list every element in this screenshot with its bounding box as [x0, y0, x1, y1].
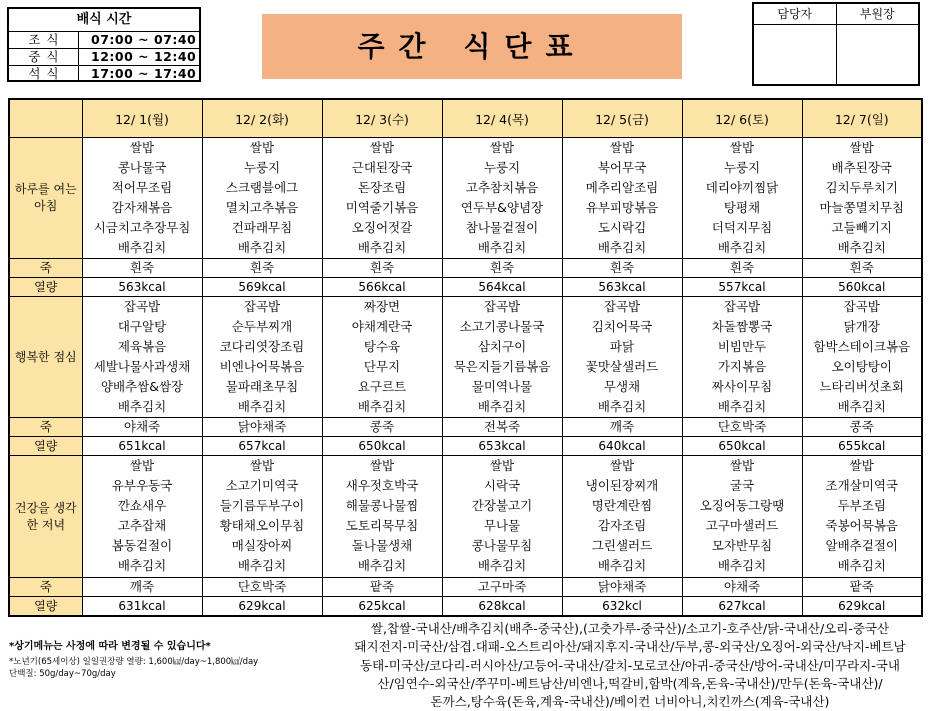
lunch-kcal-row: [9, 437, 922, 456]
breakfast-day-cell: [442, 138, 562, 259]
menu-item: 해물콩나물찜: [345, 498, 419, 513]
kcal-cell: 650kcal: [682, 437, 802, 456]
menu-item: 고추잡채: [117, 518, 167, 533]
menu-item: 죽봉어묵볶음: [825, 518, 898, 533]
breakfast-row: [9, 138, 922, 259]
page-title: 주간 식단표: [262, 14, 682, 79]
menu-item: 짜장면: [363, 299, 401, 314]
porridge-cell: 흰죽: [202, 259, 322, 278]
porridge-cell: 흰죽: [562, 259, 682, 278]
day-header: 12/ 7(일): [802, 99, 922, 138]
menu-item: 콩나물국: [117, 160, 167, 175]
menu-item: 고추참치볶음: [465, 180, 539, 195]
menu-item: 들기름두부구이: [219, 498, 305, 513]
porridge-cell: 단호박죽: [202, 578, 322, 597]
kcal-cell: 650kcal: [322, 437, 442, 456]
breakfast-day-cell: [82, 138, 202, 259]
porridge-cell: 콩죽: [322, 418, 442, 437]
kcal-cell: 655kcal: [802, 437, 922, 456]
menu-item: 배추김치: [717, 399, 767, 414]
kcal-cell: 566kcal: [322, 278, 442, 297]
intake-notice: [9, 656, 258, 680]
menu-item: 배추김치: [477, 240, 527, 255]
kcal-cell: 628kcal: [442, 597, 562, 617]
menu-item: 세발나물사과생채: [93, 359, 191, 374]
dinner-day-cell: [202, 456, 322, 578]
breakfast-kcal-row: [9, 278, 922, 297]
menu-item: 묵은지들기름볶음: [453, 359, 551, 374]
lunch-day-cell: [442, 297, 562, 418]
menu-item: 배추김치: [597, 240, 647, 255]
breakfast-day-cell: [802, 138, 922, 259]
menu-item: 삼치구이: [477, 339, 527, 354]
kcal-cell: 557kcal: [682, 278, 802, 297]
menu-item: 오징어젓갈: [351, 220, 413, 235]
meal-time-title: 배식 시간: [9, 9, 199, 32]
porridge-cell: 단호박죽: [682, 418, 802, 437]
breakfast-day-cell: [682, 138, 802, 259]
menu-item: 배추김치: [357, 240, 407, 255]
kcal-cell: 631kcal: [82, 597, 202, 617]
kcal-cell: 563kcal: [82, 278, 202, 297]
menu-item: 콩나물무침: [471, 538, 533, 553]
meal-time-value: 12:00 ~ 12:40: [91, 49, 197, 64]
menu-item: 배추김치: [237, 558, 287, 573]
menu-item: 코다리엿장조림: [219, 339, 305, 354]
lunch-day-cell: [682, 297, 802, 418]
porridge-cell: 콩죽: [802, 418, 922, 437]
menu-item: 제육볶음: [117, 339, 167, 354]
menu-item: 무나물: [483, 518, 521, 533]
menu-item: 미역줄기볶음: [345, 200, 419, 215]
intake-energy-line: *노년기(65세이상) 일일권장량 열량: 1,600㎉/day~1,800㎉/day: [9, 657, 259, 667]
corner-cell: [9, 99, 82, 138]
porridge-cell: 팥죽: [802, 578, 922, 597]
approval-header: 부원장: [837, 4, 919, 25]
menu-item: 잡곡밥: [603, 299, 641, 314]
dinner-day-cell: [802, 456, 922, 578]
menu-item: 데리야끼찜닭: [705, 180, 779, 195]
menu-item: 쌀밥: [849, 458, 874, 473]
menu-item: 참나물겉절이: [465, 220, 539, 235]
menu-item: 유부우동국: [111, 478, 173, 493]
day-header: 12/ 5(금): [562, 99, 682, 138]
menu-item: 비엔나어묵볶음: [219, 359, 305, 374]
kcal-cell: 560kcal: [802, 278, 922, 297]
menu-item: 쌀밥: [129, 140, 155, 155]
menu-item: 배추김치: [837, 399, 886, 414]
kcal-label: 열량: [9, 597, 82, 617]
origin-line: 쌀,찹쌀-국내산/배추김치(배추-중국산),(고춧가루-중국산)/소고기-호주산/닭-국내산/오리-중국산: [370, 621, 890, 636]
menu-item: 배추김치: [117, 558, 167, 573]
porridge-cell: 깨죽: [562, 418, 682, 437]
meal-time-row: [9, 66, 199, 82]
menu-item: 적어무조림: [111, 180, 173, 195]
menu-item: 누룽지: [243, 160, 281, 175]
menu-item: 야채계란국: [351, 319, 413, 334]
approval-column: [754, 4, 837, 84]
day-header: 12/ 6(토): [682, 99, 802, 138]
origin-line: 동태-미국산/코다리-러시아산/고등어-국내산/갈치-모로코산/아귀-중국산/방어-국내산/미꾸라지-국내: [360, 657, 900, 673]
menu-item: 도시락김: [597, 220, 647, 235]
day-header: 12/ 4(목): [442, 99, 562, 138]
breakfast-day-cell: [202, 138, 322, 259]
menu-item: 쌀밥: [729, 140, 755, 155]
menu-item: 건파래무침: [231, 220, 293, 235]
menu-item: 쌀밥: [609, 140, 635, 155]
menu-item: 쌀밥: [489, 140, 515, 155]
menu-item: 마늘쫑멸치무침: [819, 200, 905, 215]
menu-item: 물미역나물: [471, 379, 533, 394]
menu-item: 누룽지: [723, 160, 761, 175]
menu-item: 근대된장국: [351, 160, 413, 175]
kcal-cell: 563kcal: [562, 278, 682, 297]
menu-item: 김치두루치기: [825, 180, 898, 195]
porridge-label: 죽: [9, 259, 82, 278]
menu-item: 배추김치: [117, 399, 167, 414]
menu-item: 두부조림: [837, 498, 886, 513]
menu-item: 고구마샐러드: [705, 518, 779, 533]
dinner-porridge-row: [9, 578, 922, 597]
menu-item: 양배추쌈&쌈장: [100, 379, 184, 394]
porridge-cell: 닭야채죽: [562, 578, 682, 597]
menu-item: 배추김치: [357, 558, 407, 573]
menu-item: 배추김치: [477, 399, 527, 414]
porridge-cell: 고구마죽: [442, 578, 562, 597]
dinner-day-cell: [562, 456, 682, 578]
menu-item: 감자채볶음: [111, 200, 173, 215]
menu-item: 배추김치: [717, 240, 767, 255]
menu-item: 시금치고추장무침: [93, 220, 191, 235]
menu-item: 멸치고추볶음: [225, 200, 299, 215]
porridge-cell: 흰죽: [322, 259, 442, 278]
menu-item: 배추김치: [597, 399, 647, 414]
meal-time-box: [7, 7, 201, 82]
kcal-cell: 569kcal: [202, 278, 322, 297]
menu-item: 유부피망볶음: [585, 200, 659, 215]
menu-item: 쌀밥: [489, 458, 515, 473]
menu-item: 쌀밥: [849, 140, 874, 155]
kcal-label: 열량: [9, 278, 82, 297]
dinner-day-cell: [682, 456, 802, 578]
dinner-day-cell: [442, 456, 562, 578]
menu-item: 물파래초무침: [225, 379, 299, 394]
menu-item: 배추김치: [837, 558, 886, 573]
meal-time-label: 조식: [9, 32, 79, 48]
menu-item: 고들빼기지: [831, 220, 892, 235]
menu-item: 쌀밥: [369, 458, 395, 473]
intake-protein-line: 단백질: 50g/day~70g/day: [9, 669, 116, 679]
meal-time-row: [9, 32, 199, 49]
porridge-cell: 전복죽: [442, 418, 562, 437]
menu-item: 소고기미역국: [225, 478, 299, 493]
menu-item: 느타리버섯초회: [819, 379, 905, 394]
lunch-porridge-row: [9, 418, 922, 437]
menu-item: 배추김치: [117, 240, 167, 255]
menu-item: 간장불고기: [471, 498, 533, 513]
menu-item: 탕평채: [723, 200, 761, 215]
menu-item: 쌀밥: [609, 458, 635, 473]
menu-item: 그린샐러드: [591, 538, 653, 553]
porridge-cell: 흰죽: [82, 259, 202, 278]
menu-item: 누룽지: [483, 160, 521, 175]
kcal-cell: 632kcl: [562, 597, 682, 617]
porridge-label: 죽: [9, 418, 82, 437]
porridge-cell: 흰죽: [802, 259, 922, 278]
breakfast-label: 하루를 여는 아침: [9, 138, 82, 259]
change-notice: *상기메뉴는 사정에 따라 변경될 수 있습니다*: [9, 641, 211, 652]
menu-item: 깐쇼새우: [117, 498, 167, 513]
menu-item: 꽃맛살샐러드: [585, 359, 659, 374]
lunch-day-cell: [322, 297, 442, 418]
dinner-row: [9, 456, 922, 578]
menu-item: 닭개장: [843, 319, 880, 334]
menu-item: 냉이된장찌개: [585, 478, 659, 493]
menu-item: 차돌짬뽕국: [711, 319, 773, 334]
meal-time-label: 중식: [9, 49, 79, 65]
menu-item: 시락국: [483, 478, 521, 493]
menu-item: 짜사이무침: [711, 379, 773, 394]
menu-item: 잡곡밥: [723, 299, 761, 314]
breakfast-day-cell: [322, 138, 442, 259]
menu-item: 함박스테이크볶음: [813, 339, 911, 354]
approval-header: 담당자: [754, 4, 836, 25]
menu-item: 쌀밥: [369, 140, 395, 155]
approval-column: [837, 4, 919, 84]
menu-item: 감자조림: [597, 518, 647, 533]
menu-item: 오이탕탕이: [831, 359, 892, 374]
kcal-cell: 657kcal: [202, 437, 322, 456]
porridge-cell: 닭야채죽: [202, 418, 322, 437]
lunch-day-cell: [82, 297, 202, 418]
menu-item: 더덕지무침: [711, 220, 773, 235]
kcal-cell: 564kcal: [442, 278, 562, 297]
menu-item: 순두부찌개: [231, 319, 293, 334]
porridge-cell: 야채죽: [82, 418, 202, 437]
menu-item: 황태채오이무침: [219, 518, 305, 533]
menu-item: 김치어묵국: [591, 319, 653, 334]
porridge-cell: 흰죽: [682, 259, 802, 278]
menu-item: 배추김치: [357, 399, 407, 414]
menu-item: 돈장조림: [357, 180, 407, 195]
meal-time-value: 07:00 ~ 07:40: [91, 32, 197, 47]
menu-item: 배추된장국: [831, 160, 892, 175]
lunch-day-cell: [802, 297, 922, 418]
menu-item: 가지볶음: [717, 359, 767, 374]
origin-line: 돼지전지-미국산/삼겹.대패-오스트리아산/돼지후지-국내산/두부,콩-외국산/오징어-외국산/낙지-베트남: [354, 639, 906, 655]
kcal-label: 열량: [9, 437, 82, 456]
kcal-cell: 653kcal: [442, 437, 562, 456]
menu-item: 배추김치: [477, 558, 527, 573]
menu-item: 요구르트: [357, 379, 407, 394]
menu-item: 잡곡밥: [123, 299, 161, 314]
kcal-cell: 640kcal: [562, 437, 682, 456]
porridge-cell: 팥죽: [322, 578, 442, 597]
menu-item: 소고기콩나물국: [459, 319, 545, 334]
menu-item: 무생채: [603, 379, 641, 394]
menu-item: 쌀밥: [249, 140, 275, 155]
meal-time-row: [9, 49, 199, 66]
lunch-label: 행복한 점심: [9, 297, 82, 418]
day-header: 12/ 1(월): [82, 99, 202, 138]
kcal-cell: 629kcal: [802, 597, 922, 617]
menu-item: 쌀밥: [729, 458, 755, 473]
menu-item: 도토리묵무침: [345, 518, 419, 533]
menu-item: 쌀밥: [129, 458, 155, 473]
dinner-day-cell: [82, 456, 202, 578]
menu-item: 배추김치: [237, 399, 287, 414]
menu-item: 봄동겉절이: [111, 538, 173, 553]
lunch-row: [9, 297, 922, 418]
lunch-day-cell: [202, 297, 322, 418]
porridge-label: 죽: [9, 578, 82, 597]
menu-item: 명란계란찜: [591, 498, 653, 513]
menu-item: 배추김치: [237, 240, 287, 255]
menu-item: 대구알탕: [117, 319, 167, 334]
origin-info: [330, 620, 930, 711]
menu-item: 탕수육: [363, 339, 401, 354]
menu-item: 쌀밥: [249, 458, 275, 473]
breakfast-porridge-row: [9, 259, 922, 278]
breakfast-day-cell: [562, 138, 682, 259]
menu-item: 배추김치: [837, 240, 886, 255]
menu-item: 파닭: [609, 339, 635, 354]
menu-item: 배추김치: [597, 558, 647, 573]
dinner-day-cell: [322, 456, 442, 578]
day-header-row: [9, 99, 922, 138]
menu-item: 연두부&양념장: [460, 200, 544, 215]
porridge-cell: 야채죽: [682, 578, 802, 597]
menu-item: 잡곡밥: [243, 299, 281, 314]
menu-item: 단무지: [363, 359, 401, 374]
menu-item: 스크램블에그: [225, 180, 299, 195]
menu-item: 메추리알조림: [585, 180, 659, 195]
kcal-cell: 625kcal: [322, 597, 442, 617]
menu-item: 모자반무침: [711, 538, 773, 553]
meal-time-value: 17:00 ~ 17:40: [91, 66, 197, 81]
menu-item: 조개살미역국: [825, 478, 898, 493]
menu-item: 돌나물생채: [351, 538, 413, 553]
menu-item: 잡곡밥: [843, 299, 880, 314]
menu-item: 오징어동그랑땡: [699, 498, 785, 513]
kcal-cell: 627kcal: [682, 597, 802, 617]
kcal-cell: 651kcal: [82, 437, 202, 456]
menu-item: 북어무국: [597, 160, 647, 175]
menu-item: 배추김치: [717, 558, 767, 573]
approval-box: [752, 2, 920, 86]
menu-item: 굴국: [729, 478, 755, 493]
kcal-cell: 629kcal: [202, 597, 322, 617]
day-header: 12/ 3(수): [322, 99, 442, 138]
menu-item: 잡곡밥: [483, 299, 521, 314]
porridge-cell: 흰죽: [442, 259, 562, 278]
menu-item: 매실장아찌: [231, 538, 293, 553]
lunch-day-cell: [562, 297, 682, 418]
weekly-menu-table: [8, 98, 923, 617]
menu-item: 새우젓호박국: [345, 478, 419, 493]
day-header: 12/ 2(화): [202, 99, 322, 138]
origin-line: 돈까스,탕수육(돈육,계육-국내산)/베이컨 너비아니,치킨까스(계육-국내산): [430, 694, 830, 710]
dinner-kcal-row: [9, 597, 922, 617]
menu-item: 비빔만두: [717, 339, 767, 354]
porridge-cell: 깨죽: [82, 578, 202, 597]
menu-item: 알배추겉절이: [825, 538, 898, 553]
dinner-label: 건강을 생각한 저녁: [9, 456, 82, 578]
origin-line: 산/임연수-외국산/쭈꾸미-베트남산/비엔나,떡갈비,함박(계육,돈육-국내산)/만두(돈육-국내산)/: [377, 675, 883, 691]
meal-time-label: 석식: [9, 66, 79, 82]
